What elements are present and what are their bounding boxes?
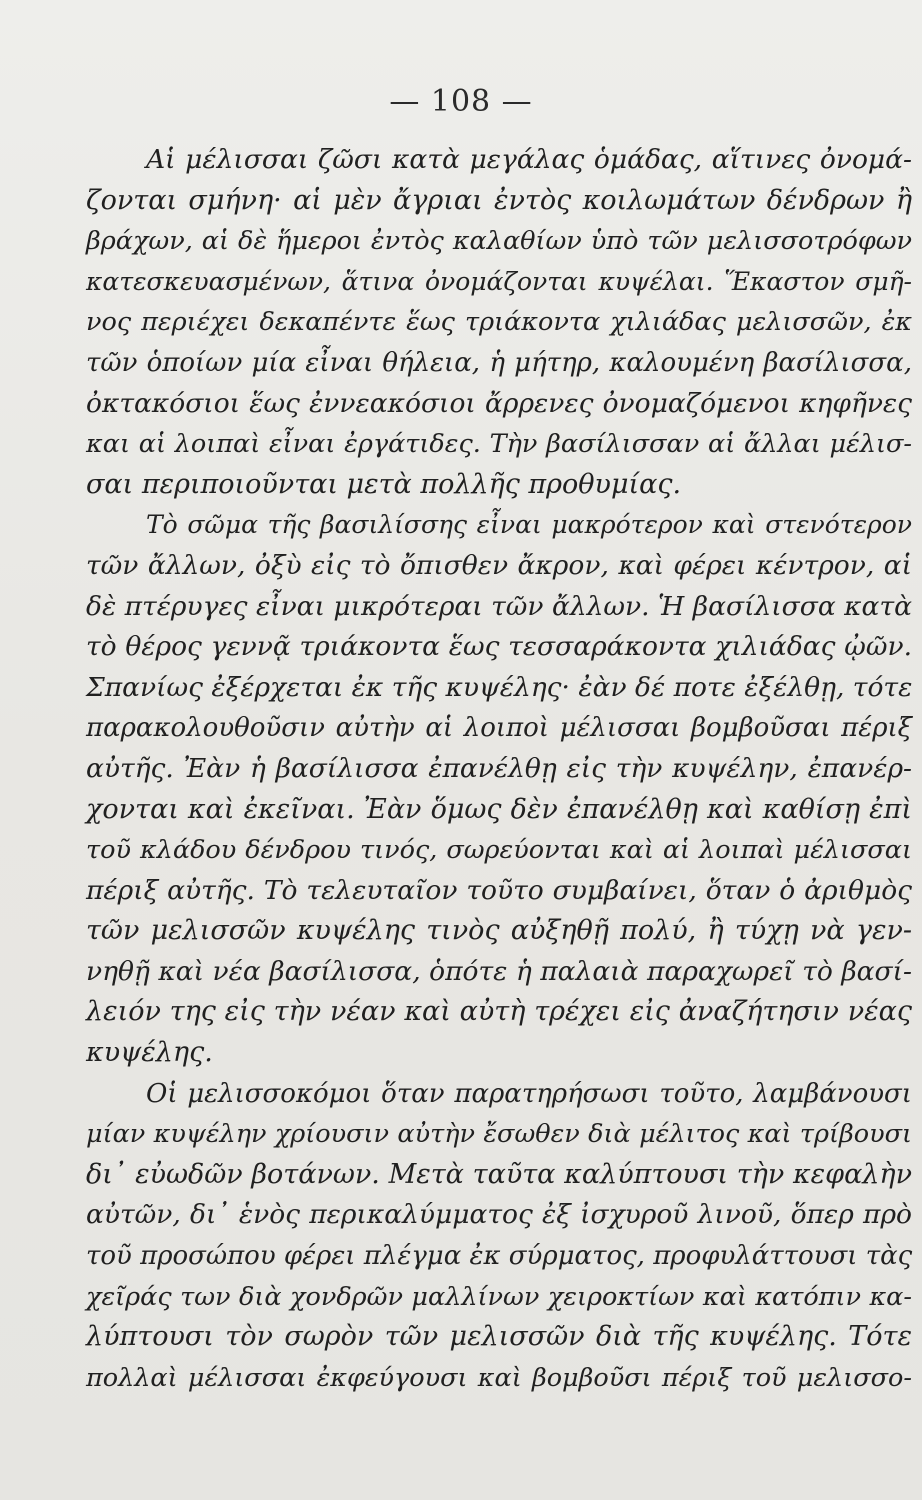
text-line: τῶν ὁποίων μία εἶναι θήλεια, ἡ μήτηρ, καλουμένη βασίλισσα, xyxy=(86,347,912,378)
text-line: Σπανίως ἐξέρχεται ἐκ τῆς κυψέλης· ἐὰν δέ ποτε ἐξέλθῃ, τότε xyxy=(86,671,913,703)
text-line: τοῦ κλάδου δένδρου τινός, σωρεύονται καὶ αἱ λοιπαὶ μέλισσαι xyxy=(86,835,912,866)
text-line: βράχων, αἱ δὲ ἥμεροι ἐντὸς καλαθίων ὑπὸ τῶν μελισσοτρόφων xyxy=(86,226,912,257)
text-line: νηθῇ καὶ νέα βασίλισσα, ὁπότε ἡ παλαιὰ παραχωρεῖ τὸ βασί- xyxy=(86,955,912,987)
text-line: και αἱ λοιπαὶ εἶναι ἐργάτιδες. Τὴν βασίλισσαν αἱ ἄλλαι μέλισ- xyxy=(86,429,912,460)
text-line: κυψέλης. xyxy=(86,1037,213,1069)
text-line: τῶν μελισσῶν κυψέλης τινὸς αὐξηθῇ πολύ, ἢ τύχῃ νὰ γεν- xyxy=(86,915,912,947)
text-line: μίαν κυψέλην χρίουσιν αὐτὴν ἔσωθεν διὰ μέλιτος καὶ τρίβουσι xyxy=(86,1119,912,1150)
text-line: πέριξ αὐτῆς. Τὸ τελευταῖον τοῦτο συμβαίνει, ὅταν ὁ ἀριθμὸς xyxy=(86,874,912,906)
text-line: χονται καὶ ἐκεῖναι. Ἐὰν ὅμως δὲν ἐπανέλθῃ καὶ καθίσῃ ἐπὶ xyxy=(86,793,912,825)
text-line: Τὸ σῶμα τῆς βασιλίσσης εἶναι μακρότερον καὶ στενότερον xyxy=(146,510,912,540)
text-line: λύπτουσι τὸν σωρὸν τῶν μελισσῶν διὰ τῆς κυψέλης. Τότε xyxy=(86,1321,912,1353)
text-line: τῶν ἄλλων, ὀξὺ εἰς τὸ ὄπισθεν ἄκρον, καὶ φέρει κέντρον, αἱ xyxy=(86,549,912,581)
text-line: Οἱ μελισσοκόμοι ὅταν παρατηρήσωσι τοῦτο, λαμβάνουσι xyxy=(146,1078,912,1109)
text-line: Αἱ μέλισσαι ζῶσι κατὰ μεγάλας ὁμάδας, αἵτινες ὀνομά- xyxy=(146,144,912,175)
text-line: αὐτῶν, δι᾽ ἑνὸς περικαλύμματος ἐξ ἰσχυροῦ λινοῦ, ὅπερ πρὸ xyxy=(86,1199,912,1231)
text-line: τοῦ προσώπου φέρει πλέγμα ἐκ σύρματος, προφυλάττουσι τὰς xyxy=(86,1241,913,1272)
text-line: ζονται σμήνη· αἱ μὲν ἄγριαι ἐντὸς κοιλωμάτων δένδρων ἢ xyxy=(86,184,912,216)
text-line: δὲ πτέρυγες εἶναι μικρότεραι τῶν ἄλλων. Ἡ βασίλισσα κατὰ xyxy=(86,590,912,622)
text-line: σαι περιποιοῦνται μετὰ πολλῆς προθυμίας. xyxy=(86,468,682,500)
text-line: δι᾽ εὐωδῶν βοτάνων. Μετὰ ταῦτα καλύπτουσι τὴν κεφαλὴν xyxy=(86,1158,912,1190)
text-line: ὀκτακόσιοι ἕως ἐννεακόσιοι ἄρρενες ὀνομαζόμενοι κηφῆνες xyxy=(86,387,912,419)
page-number: — 108 — xyxy=(389,84,533,119)
text-line: λειόν της εἰς τὴν νέαν καὶ αὐτὴ τρέχει εἰς ἀναζήτησιν νέας xyxy=(86,996,912,1028)
body-text xyxy=(86,140,912,1398)
text-line: τὸ θέρος γεννᾷ τριάκοντα ἕως τεσσαράκοντα χιλιάδας ᾠῶν. xyxy=(86,631,912,663)
text-line: αὐτῆς. Ἐὰν ἡ βασίλισσα ἐπανέλθῃ εἰς τὴν κυψέλην, ἐπανέρ- xyxy=(86,752,912,784)
text-line: πολλαὶ μέλισσαι ἐκφεύγουσι καὶ βομβοῦσι πέριξ τοῦ μελισσο- xyxy=(86,1362,912,1393)
text-line: χεῖράς των διὰ χονδρῶν μαλλίνων χειροκτίων καὶ κατόπιν κα- xyxy=(86,1281,912,1312)
text-line: κατεσκευασμένων, ἅτινα ὀνομάζονται κυψέλαι. Ἕκαστον σμῆ- xyxy=(86,266,912,296)
text-line: νος περιέχει δεκαπέντε ἕως τριάκοντα χιλιάδας μελισσῶν, ἐκ xyxy=(86,307,912,338)
text-line: παρακολουθοῦσιν αὐτὴν αἱ λοιποὶ μέλισσαι βομβοῦσαι πέριξ xyxy=(86,713,912,744)
